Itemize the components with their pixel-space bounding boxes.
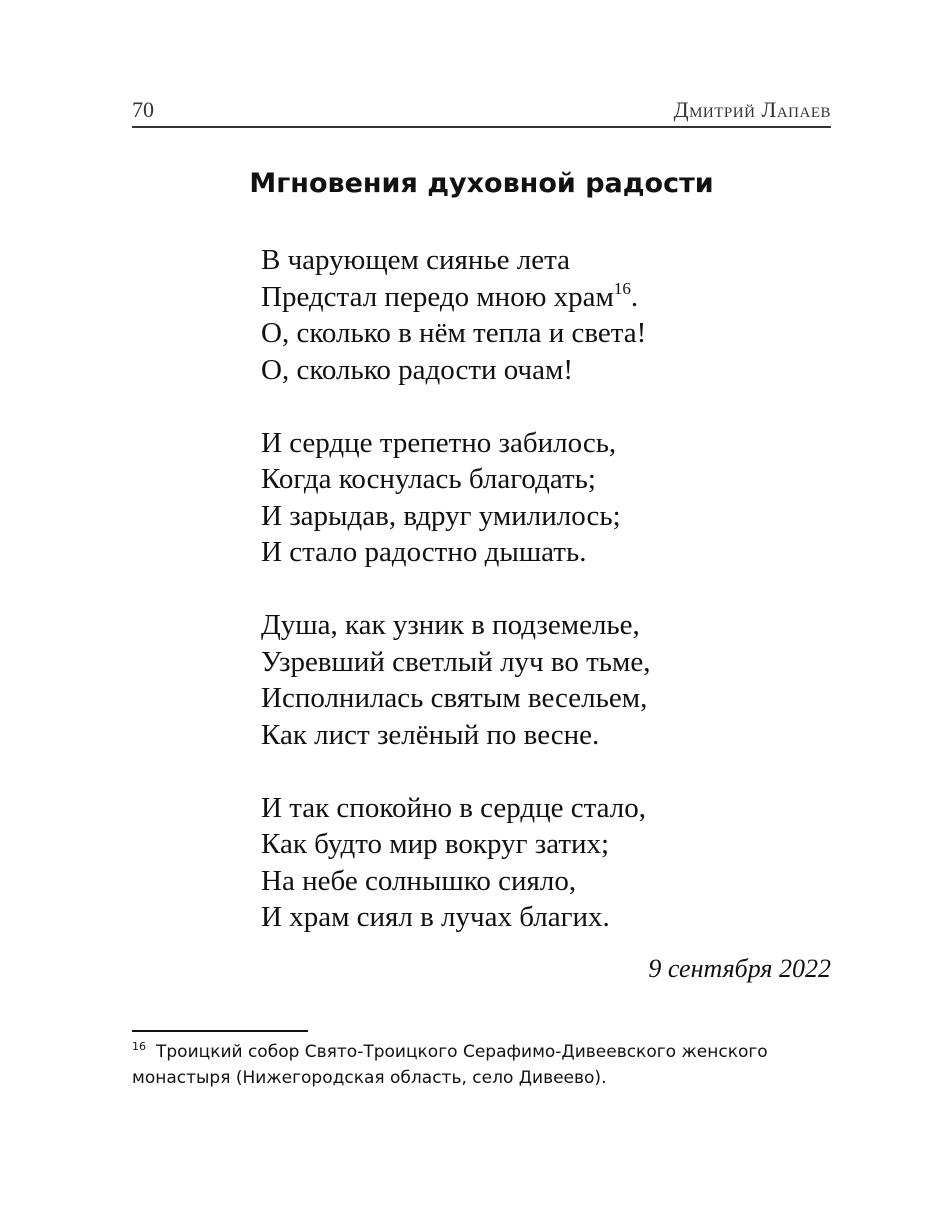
page-number: 70 xyxy=(132,97,154,122)
poem-line: Когда коснулась благодать; xyxy=(261,463,596,495)
running-header xyxy=(132,96,831,128)
poem-line: И сердце трепетно забилось, xyxy=(261,426,617,459)
poem-line: И храм сиял в лучах благих. xyxy=(261,901,610,933)
poem-line: Узревший светлый луч во тьме, xyxy=(261,645,651,678)
poem-line-text: Предстал передо мною храм xyxy=(261,280,614,313)
poem-line-punctuation: . xyxy=(630,280,639,313)
footnote-text: Троицкий собор Свято-Троицкого Серафимо-Дивеевского женского монастыря (Нижегородская область, село Дивеево). xyxy=(132,1042,768,1088)
author-name: Дмитрий Лапаев xyxy=(673,97,831,122)
poem-line: На небе солнышко сияло, xyxy=(261,864,577,897)
poem-line: Как лист зелёный по весне. xyxy=(261,718,600,751)
stanza-2 xyxy=(261,425,821,571)
poem-line: В чарующем сиянье лета xyxy=(261,244,570,276)
poem-line: И зарыдав, вдруг умилилось; xyxy=(261,499,621,532)
poem-line: Исполнилась святым весельем, xyxy=(261,682,648,714)
poem-date: 9 сентября 2022 xyxy=(648,954,831,983)
poem-line: И стало радостно дышать. xyxy=(261,536,587,568)
stanza-4 xyxy=(261,790,821,936)
footnote xyxy=(132,1039,812,1091)
stanza-1 xyxy=(261,242,821,388)
poem-body xyxy=(261,242,821,972)
poem-line: Как будто мир вокруг затих; xyxy=(261,828,610,860)
poem-line: И так спокойно в сердце стало, xyxy=(261,791,647,824)
stanza-3 xyxy=(261,607,821,753)
poem-line: О, сколько в нём тепла и света! xyxy=(261,317,647,349)
footnote-divider xyxy=(132,1030,308,1032)
poem-line: О, сколько радости очам! xyxy=(261,353,573,386)
poem-line: Душа, как узник в подземелье, xyxy=(261,609,640,641)
poem-title: Мгновения духовной радости xyxy=(249,168,714,199)
footnote-reference[interactable]: 16 xyxy=(613,278,631,298)
footnote-marker: 16 xyxy=(132,1040,146,1053)
poem-line-with-footnote xyxy=(261,279,821,316)
